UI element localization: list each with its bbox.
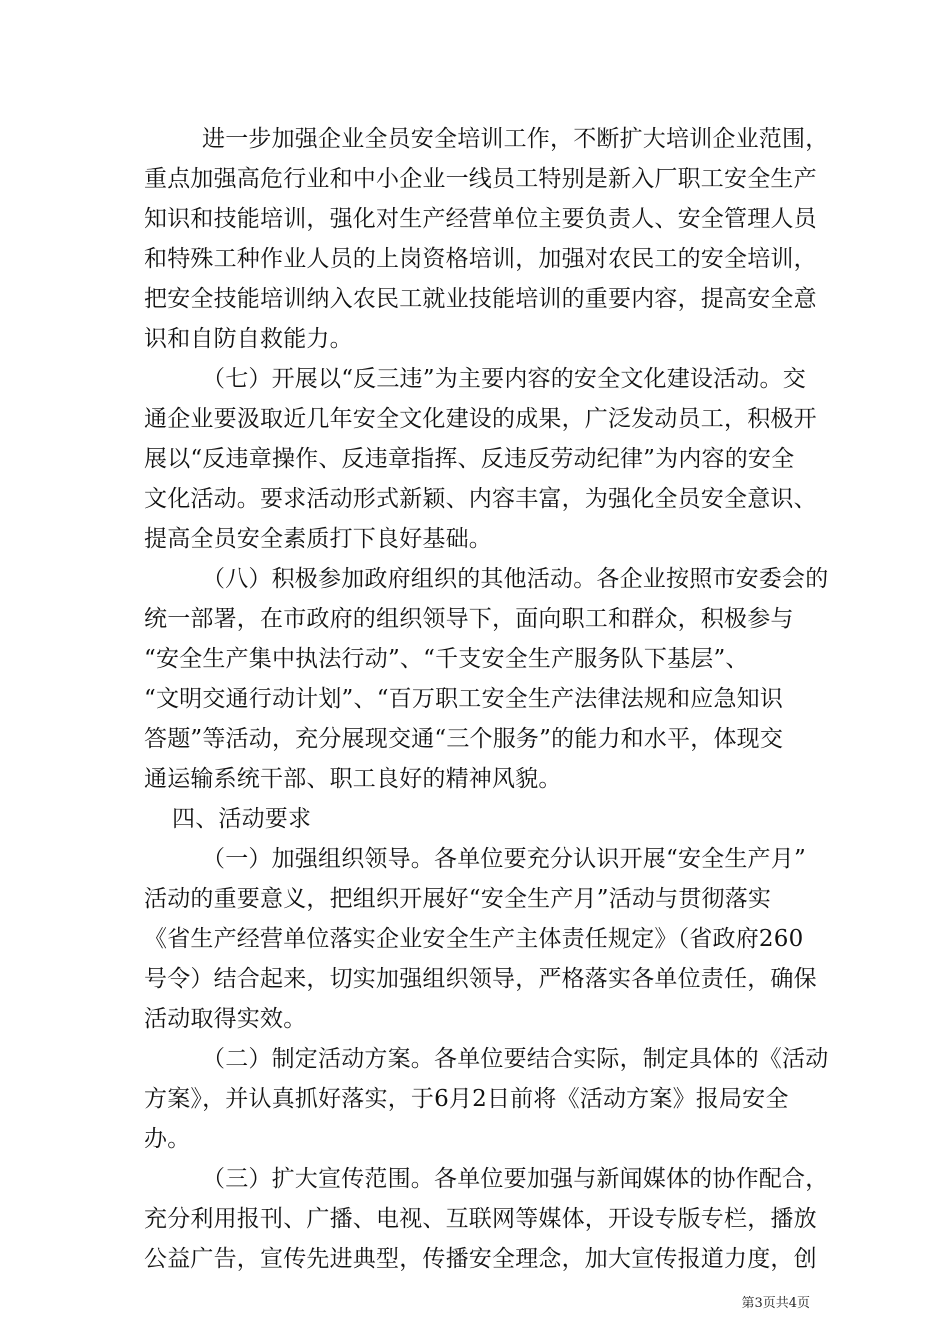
page-number-footer: 第3页共4页 bbox=[741, 1296, 810, 1311]
body-line: 《省生产经营单位落实企业安全生产主体责任规定》（省政府260 bbox=[144, 926, 804, 952]
body-line: 和特殊工种作业人员的上岗资格培训，加强对农民工的安全培训， bbox=[144, 246, 817, 272]
body-line: 通企业要汲取近几年安全文化建设的成果，广泛发动员工，积极开 bbox=[144, 406, 817, 432]
body-line: 号令）结合起来，切实加强组织领导，严格落实各单位责任，确保 bbox=[144, 966, 817, 992]
body-line: “文明交通行动计划”、“百万职工安全生产法律法规和应急知识 bbox=[144, 686, 784, 712]
body-line: 知识和技能培训，强化对生产经营单位主要负责人、安全管理人员 bbox=[144, 206, 817, 232]
section-4-title: 四、活动要求 bbox=[172, 806, 312, 832]
body-line: 识和自防自救能力。 bbox=[144, 326, 353, 352]
body-line: 公益广告，宣传先进典型，传播安全理念，加大宣传报道力度，创 bbox=[144, 1246, 817, 1272]
body-line: 答题”等活动，充分展现交通“三个服务”的能力和水平，体现交 bbox=[144, 726, 784, 752]
body-line: 活动取得实效。 bbox=[144, 1006, 307, 1032]
body-line: 提高全员安全素质打下良好基础。 bbox=[144, 526, 492, 552]
subsection-1-heading-line: （一）加强组织领导。各单位要充分认识开展“安全生产月” bbox=[202, 846, 806, 872]
section-8-heading-line: （八）积极参加政府组织的其他活动。各企业按照市安委会的 bbox=[202, 566, 829, 592]
body-line: 活动的重要意义，把组织开展好“安全生产月”活动与贯彻落实 bbox=[144, 886, 772, 912]
body-line: 重点加强高危行业和中小企业一线员工特别是新入厂职工安全生产 bbox=[144, 166, 817, 192]
body-line: 展以“反违章操作、反违章指挥、反违反劳动纪律”为内容的安全 bbox=[144, 446, 795, 472]
body-line: 方案》，并认真抓好落实，于6月2日前将《活动方案》报局安全 bbox=[144, 1086, 789, 1112]
body-line: 进一步加强企业全员安全培训工作，不断扩大培训企业范围， bbox=[202, 126, 829, 152]
body-line: 把安全技能培训纳入农民工就业技能培训的重要内容，提高安全意 bbox=[144, 286, 817, 312]
section-7-heading-line: （七）开展以“反三违”为主要内容的安全文化建设活动。交 bbox=[202, 366, 806, 392]
body-line: 统一部署，在市政府的组织领导下，面向职工和群众，积极参与 bbox=[144, 606, 794, 632]
body-line: 充分利用报刊、广播、电视、互联网等媒体，开设专版专栏，播放 bbox=[144, 1206, 817, 1232]
body-line: 通运输系统干部、职工良好的精神风貌。 bbox=[144, 766, 562, 792]
body-line: “安全生产集中执法行动”、“千支安全生产服务队下基层”、 bbox=[144, 646, 749, 672]
body-line: 办。 bbox=[144, 1126, 191, 1152]
subsection-3-heading-line: （三）扩大宣传范围。各单位要加强与新闻媒体的协作配合， bbox=[202, 1166, 829, 1192]
body-line: 文化活动。要求活动形式新颖、内容丰富，为强化全员安全意识、 bbox=[144, 486, 817, 512]
subsection-2-heading-line: （二）制定活动方案。各单位要结合实际，制定具体的《活动 bbox=[202, 1046, 829, 1072]
